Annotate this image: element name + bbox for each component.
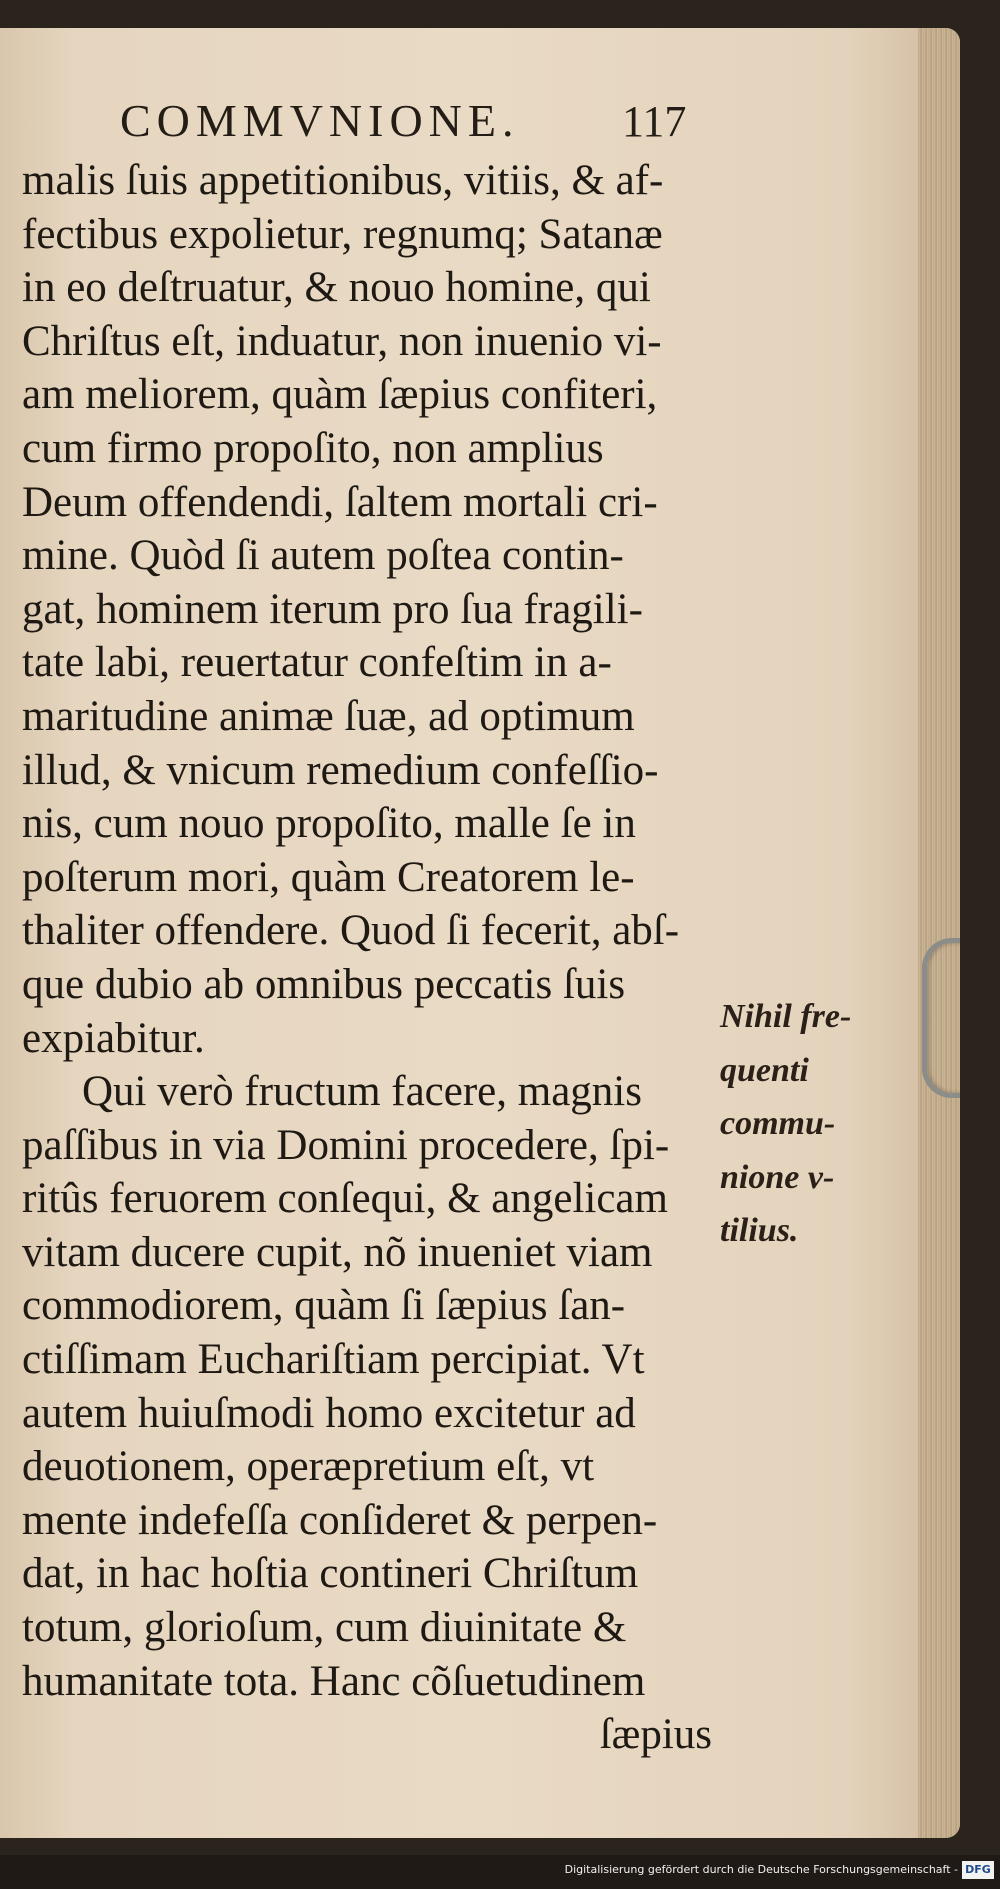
margin-note-line: Nihil fre- bbox=[720, 998, 852, 1035]
page-number: 117 bbox=[622, 97, 687, 146]
text-line: tate labi, reuertatur confeſtim in a- bbox=[22, 639, 612, 687]
text-line: Chriſtus eſt, induatur, non inuenio vi- bbox=[22, 317, 662, 365]
funding-credit: Digitalisierung gefördert durch die Deutsche Forschungsgemeinschaft - bbox=[564, 1863, 958, 1876]
text-line: mente indefeſſa conſideret & perpen- bbox=[22, 1496, 658, 1544]
text-line: ritûs feruorem conſequi, & angelicam bbox=[22, 1175, 668, 1223]
text-line: poſterum mori, quàm Creatorem le- bbox=[22, 853, 635, 901]
text-line: que dubio ab omnibus peccatis ſuis bbox=[22, 960, 626, 1008]
margin-note-line: nione v- bbox=[720, 1158, 835, 1196]
catchword: ſæpius bbox=[599, 1711, 712, 1759]
running-head: COMMVNIONE. bbox=[120, 95, 520, 146]
footer-bar bbox=[0, 1855, 1000, 1889]
dfg-logo: DFG bbox=[962, 1861, 994, 1879]
marginal-note bbox=[720, 990, 870, 1258]
text-line: humanitate tota. Hanc cõſuetudinem bbox=[22, 1657, 646, 1705]
text-line: maritudine animæ ſuæ, ad optimum bbox=[22, 692, 635, 740]
text-line: deuotionem, operæpretium eſt, vt bbox=[22, 1443, 595, 1491]
text-line: ctiſſimam Euchariſtiam percipiat. Vt bbox=[22, 1336, 645, 1384]
text-line: fectibus expolietur, regnumq; Satanæ bbox=[22, 210, 663, 258]
book-page bbox=[0, 28, 960, 1838]
text-line: nis, cum nouo propoſito, malle ſe in bbox=[22, 800, 636, 848]
text-line: Deum offendendi, ſaltem mortali cri- bbox=[22, 478, 658, 526]
text-line: illud, & vnicum remedium confeſſio- bbox=[22, 746, 659, 794]
text-line: malis ſuis appetitionibus, vitiis, & af- bbox=[22, 157, 664, 204]
page-clip bbox=[922, 938, 960, 1098]
text-line: expiabitur. bbox=[22, 1014, 205, 1062]
text-line: totum, glorioſum, cum diuinitate & bbox=[22, 1604, 627, 1652]
text-line: cum firmo propoſito, non amplius bbox=[22, 424, 604, 472]
text-line: commodiorem, quàm ſi ſæpius ſan- bbox=[22, 1282, 626, 1330]
text-line: Qui verò fructum facere, magnis bbox=[82, 1068, 642, 1116]
text-line: paſſibus in via Domini procedere, ſpi- bbox=[22, 1121, 670, 1169]
text-line: thaliter offendere. Quod ſi fecerit, abſ- bbox=[22, 907, 680, 955]
margin-note-line: commu- bbox=[720, 1105, 836, 1143]
body-text bbox=[22, 154, 722, 1762]
text-line: vitam ducere cupit, nõ inueniet viam bbox=[22, 1228, 653, 1276]
page-edge bbox=[918, 28, 960, 1838]
text-line: mine. Quòd ſi autem poſtea contin- bbox=[22, 532, 624, 580]
text-line: dat, in hac hoſtia contineri Chriſtum bbox=[22, 1550, 639, 1598]
text-line: autem huiuſmodi homo excitetur ad bbox=[22, 1389, 636, 1437]
text-line: in eo deſtruatur, & nouo homine, qui bbox=[22, 264, 651, 312]
text-line: gat, hominem iterum pro ſua fragili- bbox=[22, 585, 643, 633]
margin-note-line: tilius. bbox=[720, 1212, 799, 1250]
text-line: am meliorem, quàm ſæpius confiteri, bbox=[22, 371, 658, 419]
margin-note-line: quenti bbox=[720, 1051, 809, 1089]
